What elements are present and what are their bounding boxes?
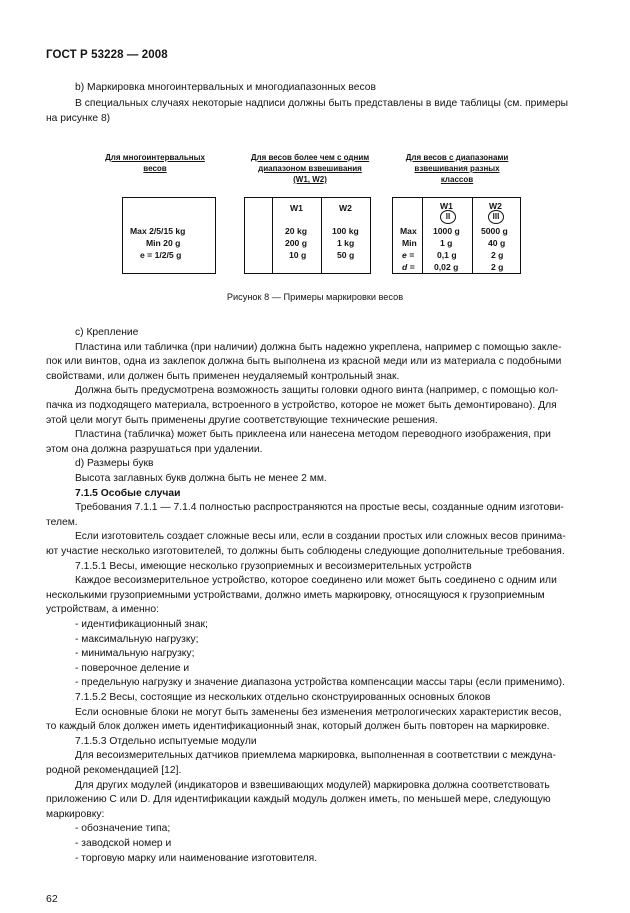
multi-range-w2-e: 50 g [337, 250, 355, 260]
accuracy-class-ii-icon: II [440, 210, 456, 224]
multi-range-header-w1: W1 [290, 203, 303, 213]
divider [321, 197, 322, 274]
multi-interval-max: Max 2/5/15 kg [130, 226, 186, 236]
classes-w2-d: 2 g [491, 262, 504, 272]
caption-multi-range: Для весов более чем с одним диапазоном взвешивания (W1, W2) [250, 153, 370, 184]
divider [422, 197, 423, 274]
body-line: то каждый блок должен иметь идентификационный знак, который должен быть повторен на маркировке. [46, 721, 550, 733]
accuracy-class-iii-icon: III [488, 210, 504, 224]
body-line: 7.1.5.3 Отдельно испытуемые модули [75, 735, 257, 747]
figure-caption: Рисунок 8 — Примеры маркировки весов [226, 292, 404, 302]
classes-w1-max: 1000 g [433, 226, 460, 236]
list-item: - предельную нагрузку и значение диапазона устройства компенсации массы тары (если применимо). [75, 677, 565, 689]
intro-line: b) Маркировка многоинтервальных и многодиапазонных весов [75, 82, 376, 93]
intro-line: на рисунке 8) [46, 113, 111, 124]
multi-range-w2-min: 1 kg [337, 238, 355, 248]
multi-range-w2-max: 100 kg [332, 226, 359, 236]
classes-w2-min: 40 g [488, 238, 506, 248]
body-line: Пластина (табличка) может быть приклеена или нанесена методом переводного изображения, при [75, 429, 551, 441]
list-item: - идентификационный знак; [75, 619, 208, 630]
multi-range-w1-min: 200 g [285, 238, 307, 248]
section-heading: 7.1.5 Особые случаи [75, 487, 181, 499]
body-line: родной рекомендацией [12]. [46, 765, 182, 776]
body-line: Если основные блоки не могут быть заменены без изменения метрологических характеристик весов, [75, 706, 562, 718]
divider [472, 197, 473, 274]
multi-range-w1-max: 20 kg [285, 226, 307, 236]
body-line: Если изготовитель создает сложные весы или, если в создании простых или сложных весов принима- [75, 531, 566, 543]
body-line: приложению C или D. Для идентификации каждый модуль должен иметь, по меньшей мере, следующую [46, 794, 551, 806]
list-item: - максимальную нагрузку; [75, 633, 199, 645]
classes-label-max: Max [400, 226, 417, 236]
body-line: пок или винтов, одна из заклепок должна быть выполнена из красной меди или из материала с подобными [46, 356, 562, 368]
classes-label-min: Min [402, 238, 417, 248]
document-header: ГОСТ Р 53228 — 2008 [46, 49, 168, 61]
list-item: - поверочное деление и [75, 662, 190, 674]
body-line: d) Размеры букв [75, 458, 154, 470]
classes-header-w1: W1 [440, 201, 453, 211]
classes-w1-d: 0,02 g [434, 262, 459, 272]
classes-header-w2: W2 [489, 201, 502, 211]
list-item: - торговую марку или наименование изготовителя. [75, 852, 318, 864]
classes-w1-e: 0,1 g [437, 250, 457, 260]
body-line: Для весоизмерительных датчиков приемлема маркировка, выполненная в соответствии с междуна- [75, 750, 556, 762]
multi-range-header-w2: W2 [339, 203, 352, 213]
page-number: 62 [46, 893, 58, 905]
caption-classes: Для весов с диапазонами взвешивания разных классов [405, 153, 509, 184]
multi-range-w1-e: 10 g [289, 250, 307, 260]
body-line: Пластина или табличка (при наличии) должна быть надежно укреплена, например с помощью закле- [75, 341, 562, 353]
classes-w2-e: 2 g [491, 250, 504, 260]
multi-interval-e: e = 1/2/5 g [140, 250, 182, 260]
body-line: свойствами, или должен быть применен неудаляемый контрольный знак. [46, 370, 400, 382]
body-line: пачка из подходящего материала, встроенного в устройство, которое не может быть демонтировано). Для [46, 400, 557, 411]
body-line: телем. [46, 516, 78, 528]
list-item: - заводской номер и [75, 838, 172, 849]
caption-multi-interval: Для многоинтервальных весов [105, 153, 205, 173]
body-line: несколькими грузоприемными устройствами, должно иметь маркировку, относящуюся к грузоприемным [46, 589, 545, 601]
body-line: устройствам, а именно: [46, 604, 159, 616]
body-line: этом она должна разрушаться при удалении. [46, 443, 263, 455]
body-line: 7.1.5.2 Весы, состоящие из нескольких отдельно сконструированных основных блоков [75, 692, 491, 703]
body-line: Для других модулей (индикаторов и взвешивающих модулей) маркировка должна соответствовать [75, 779, 550, 791]
body-line: Высота заглавных букв должна быть не менее 2 мм. [75, 473, 327, 484]
body-line: Каждое весоизмерительное устройство, которое соединено или может быть соединено с одним или [75, 575, 557, 587]
classes-label-e: e = [402, 250, 415, 260]
body-line: Должна быть предусмотрена возможность защиты головки одного винта (например, с помощью кол- [75, 385, 559, 397]
intro-line: В специальных случаях некоторые надписи должны быть представлены в виде таблицы (см. примеры [75, 98, 569, 109]
classes-label-d: d = [402, 262, 415, 272]
list-item: - обозначение типа; [75, 823, 171, 835]
divider [272, 197, 273, 274]
body-line: маркировку: [46, 808, 105, 820]
classes-w1-min: 1 g [440, 238, 453, 248]
classes-w2-max: 5000 g [481, 226, 508, 236]
body-line: c) Крепление [75, 327, 139, 338]
body-line: этой цели могут быть применены другие соответствующие технические решения. [46, 414, 438, 426]
body-line: Требования 7.1.1 — 7.1.4 полностью распространяются на простые весы, созданные одним изготови- [75, 502, 564, 514]
list-item: - минимальную нагрузку; [75, 648, 195, 660]
body-line: ют участие несколько изготовителей, то должны быть соблюдены следующие дополнительные требования. [46, 546, 565, 557]
body-line: 7.1.5.1 Весы, имеющие несколько грузоприемных и весоизмерительных устройств [75, 560, 472, 572]
multi-interval-min: Min 20 g [146, 238, 181, 248]
